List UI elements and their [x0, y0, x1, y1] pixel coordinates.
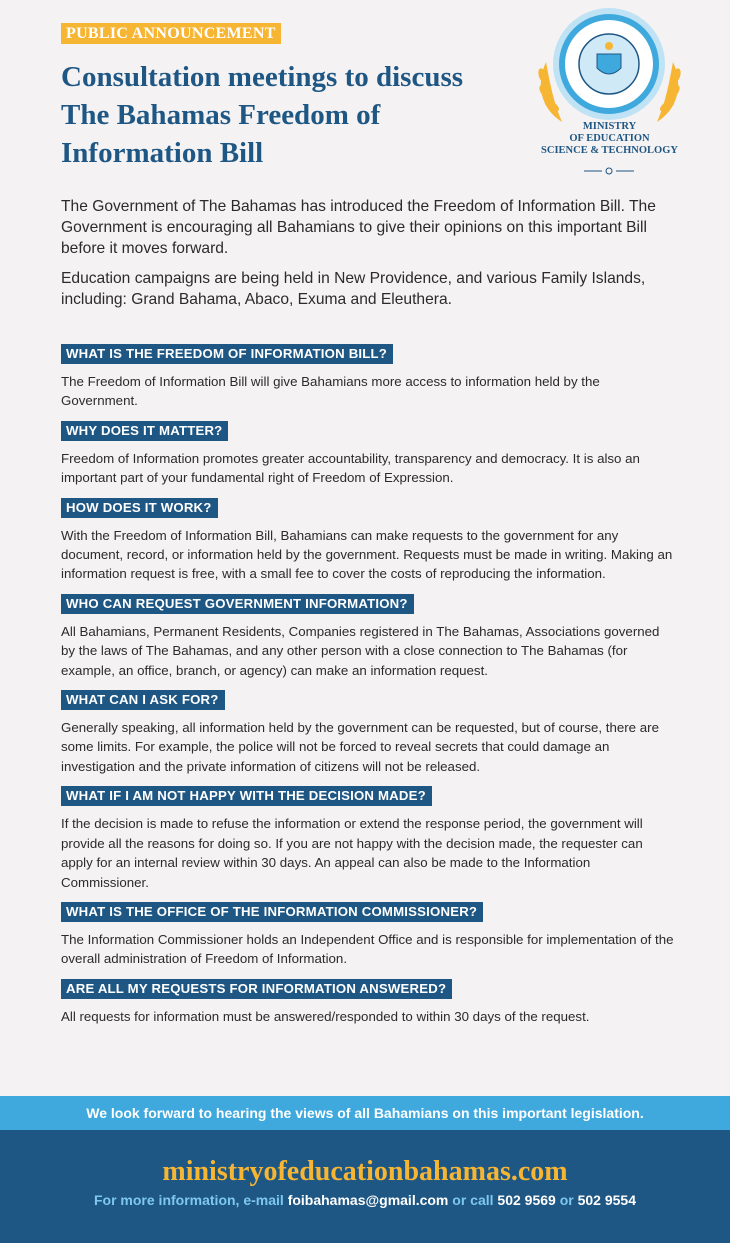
- section-heading: HOW DOES IT WORK?: [61, 498, 218, 518]
- intro: [61, 196, 676, 319]
- faq-section: [61, 498, 676, 584]
- website-link[interactable]: ministryofeducationbahamas.com: [162, 1156, 568, 1187]
- section-body: All Bahamians, Permanent Residents, Companies registered in The Bahamas, Associations governed by the laws of The Bahamas, and any other person with a close connection to The Bahamas (for example, an office, branch, or agency) can make an information request.: [61, 623, 660, 678]
- intro-paragraph: The Government of The Bahamas has introduced the Freedom of Information Bill. The Government is encouraging all Bahamians to give their opinions on this important Bill before it moves forward.: [61, 198, 656, 257]
- section-heading: WHAT CAN I ASK FOR?: [61, 690, 225, 710]
- section-body: Generally speaking, all information held by the government can be requested, but of course, there are some limits. For example, the police will not be forced to reveal secrets that could damage an investigation and the private information of citizens will not be released.: [61, 720, 659, 774]
- faq-section: [61, 786, 676, 892]
- intro-paragraph: Education campaigns are being held in New Providence, and various Family Islands, including: Grand Bahama, Abaco, Exuma and Eleuthera.: [61, 270, 646, 308]
- faq-section: [61, 690, 676, 776]
- faq-section: [61, 594, 676, 680]
- page-title: Consultation meetings to discuss The Bahamas Freedom of Information Bill: [61, 61, 464, 169]
- section-body: The Freedom of Information Bill will give Bahamians more access to information held by the Government.: [61, 374, 600, 409]
- faq-section: [61, 344, 676, 411]
- section-body: All requests for information must be answered/responded to within 30 days of the request.: [61, 1008, 590, 1024]
- faq-section: [61, 902, 676, 969]
- section-heading: WHY DOES IT MATTER?: [61, 421, 228, 441]
- footer: [0, 1130, 730, 1243]
- faq-section: [61, 421, 676, 488]
- faq-sections: [61, 344, 676, 1036]
- section-heading: WHO CAN REQUEST GOVERNMENT INFORMATION?: [61, 594, 414, 614]
- section-body: Freedom of Information promotes greater accountability, transparency and democracy. It is also an important part of your fundamental right of Freedom of Expression.: [61, 450, 640, 486]
- section-body: If the decision is made to refuse the information or extend the response period, the government will provide all the reasons for doing so. If you are not happy with the decision made, the requester can apply for an internal review within 30 days. An appeal can also be made to the Information Commissioner.: [61, 816, 643, 890]
- faq-section: [61, 979, 676, 1026]
- phone-link[interactable]: 502 9554: [577, 1192, 637, 1208]
- section-heading: ARE ALL MY REQUESTS FOR INFORMATION ANSWERED?: [61, 979, 452, 999]
- section-body: With the Freedom of Information Bill, Bahamians can make requests to the government for any document, record, or information held by the government. Requests must be made in writing. Making an information request is free, with a small fee to cover the costs of reproducing the information.: [61, 527, 673, 582]
- ornament-icon: [584, 168, 634, 174]
- phone-link[interactable]: 502 9569: [497, 1192, 556, 1208]
- closing-band: We look forward to hearing the views of all Bahamians on this important legislation.: [0, 1096, 730, 1130]
- section-heading: WHAT IS THE OFFICE OF THE INFORMATION COMMISSIONER?: [61, 902, 483, 922]
- section-body: The Information Commissioner holds an Independent Office and is responsible for implementation of the overall administration of Freedom of Information.: [61, 931, 674, 967]
- logo-caption: MINISTRY OF EDUCATION SCIENCE & TECHNOLOGY: [541, 121, 678, 156]
- section-heading: WHAT IS THE FREEDOM OF INFORMATION BILL?: [61, 344, 393, 364]
- email-link[interactable]: foibahamas@gmail.com: [287, 1192, 449, 1208]
- contact-line: For more information, e-mail foibahamas@gmail.com or call 502 9569 or 502 9554: [93, 1192, 637, 1208]
- announcement-tag: PUBLIC ANNOUNCEMENT: [61, 23, 281, 44]
- section-heading: WHAT IF I AM NOT HAPPY WITH THE DECISION MADE?: [61, 786, 432, 806]
